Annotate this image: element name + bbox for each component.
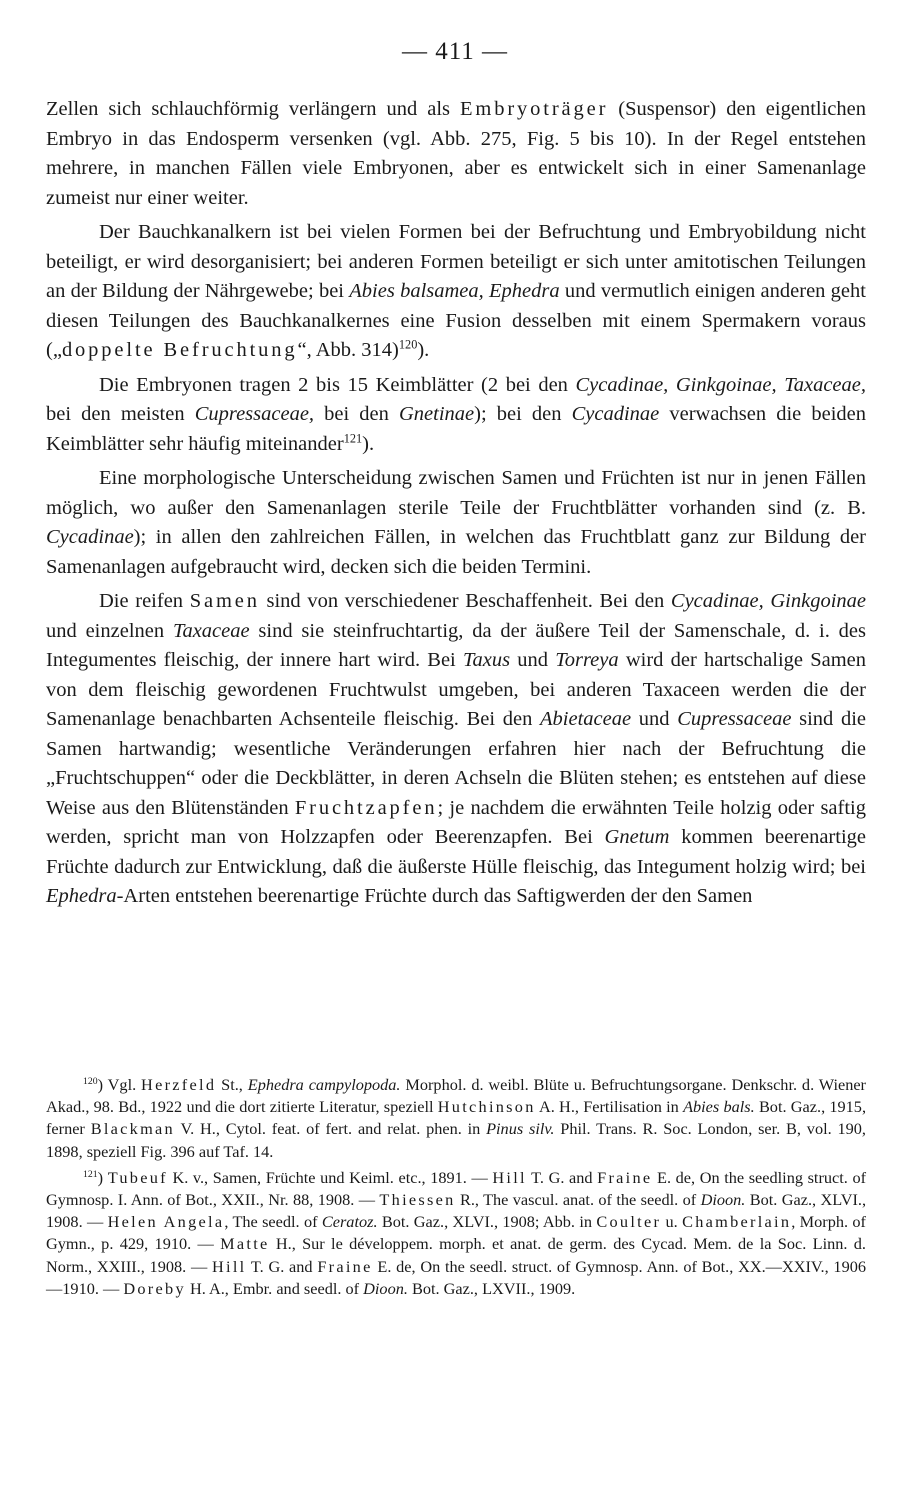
text-run: Bot. Gaz., XLVI., 1908. — [46, 1190, 867, 1232]
main-text [46, 95, 866, 917]
text-run: Der Bauchkanalkern ist bei vielen Formen bei der Befruchtung und Embryobildung nicht beteiligt, er wird desorganisiert; bei anderen Formen beteiligt er sich unter amitotischen Teilungen an der Bildung der Nährgewebe; bei [46, 221, 866, 302]
text-run: ) [97, 1167, 108, 1187]
text-run: ). [417, 339, 430, 361]
text-run: “, Abb. 314) [297, 339, 399, 361]
text-run: T. G. and [246, 1256, 318, 1276]
text-run: H., Sur le développem. morph. et anat. de germ. des Cycad. Mem. de la Soc. Linn. d. Norm., XXIII., 1908. — [46, 1234, 866, 1276]
italic-run: Cycadinae, Ginkgoinae, Taxaceae, [575, 373, 866, 396]
text-run: sind von verschiedener Beschaffenheit. Bei den [259, 590, 671, 612]
text-run: Morphol. d. weibl. Blüte u. Befruchtungsorgane. Denkschr. d. Wiener Akad., 98. Bd., 1922 und die dort zitierte Literatur, speziell [46, 1075, 866, 1117]
italic-run: Abies balsamea, Ephedra [349, 280, 560, 302]
footnote-ref: 120 [83, 1076, 98, 1088]
text-run: E. de, On the seedl. struct. of Gymnosp. Ann. of Bot., XX.—XXIV., 1906—1910. — [46, 1256, 866, 1298]
text-run: und [631, 708, 678, 730]
footnote [46, 1074, 866, 1163]
spaced-run: Herzfeld [141, 1075, 217, 1094]
text-run: T. G. and [526, 1167, 598, 1187]
text-run: Eine morphologische Unterscheidung zwischen Samen und Früchten ist nur in jenen Fällen möglich, wo außer den Samenanlagen sterile Teile der Fruchtblätter vorhanden sind (z. B. [46, 467, 866, 519]
spaced-run: doppelte Befruchtung [61, 339, 298, 361]
text-run: Phil. Trans. R. Soc. London, ser. B, vol. 190, 1898, speziell Fig. 396 auf Taf. 14. [46, 1119, 866, 1161]
spaced-run: Chamberlain [682, 1212, 792, 1232]
italic-run: Cycadinae [571, 403, 660, 425]
spaced-run: Helen Angela [107, 1212, 225, 1232]
text-run: wird der hartschalige Samen von dem fleischig gewordenen Fruchtwulst umgeben, bei anderen Taxaceen werden die der Samenanlage benachbarten Achsenteile fleischig. Bei den [46, 649, 866, 730]
italic-run: Abietaceae [540, 708, 632, 730]
italic-run: Dioon. [363, 1278, 408, 1298]
text-run: (Suspensor) den eigentlichen Embryo in das Endosperm versenken (vgl. Abb. 275, Fig. 5 bis 10). In der Regel entstehen mehrere, in manchen Fällen viele Embryonen, aber es entwickelt sich in einer Samenanlage zumeist nur einer weiter. [46, 98, 866, 209]
italic-run: Taxus [462, 649, 511, 671]
text-run: u. [661, 1212, 683, 1232]
text-run: Bot. Gaz., 1915, ferner [46, 1097, 867, 1139]
italic-run: Abies bals. [683, 1097, 755, 1117]
spaced-run: Fraine [317, 1256, 373, 1276]
text-run: -Arten entstehen beerenartige Früchte durch das Saftigwerden der den Samen [116, 885, 753, 907]
text-run: Bot. Gaz., LXVII., 1909. [407, 1278, 576, 1298]
text-run: V. H., Cytol. feat. of fert. and relat. phen. in [174, 1119, 487, 1139]
text-run: kommen beerenartige Früchte dadurch zur Entwicklung, daß die äußerste Hülle fleischig, das Integument holzig wird; bei [46, 826, 867, 878]
paragraph [46, 95, 866, 213]
footnote-ref: 121 [343, 431, 363, 446]
text-run: Bot. Gaz., XLVI., 1908; Abb. in [377, 1212, 597, 1232]
text-run: sind die Samen hartwandig; wesentliche Veränderungen erfahren hier nach der Befruchtung die „Fruchtschuppen“ oder die Deckblätter, in deren Achseln die Blüten stehen; es entstehen auf diese Weise aus den Blütenständen [46, 708, 867, 819]
spaced-run: Samen [189, 590, 260, 612]
italic-run: Gnetinae [398, 403, 475, 425]
italic-run: Gnetum [604, 826, 670, 848]
text-run: Die Embryonen tragen 2 bis 15 Keimblätter (2 bei den [99, 373, 576, 396]
footnotes [46, 1074, 866, 1304]
text-run: ; je nachdem die erwähnten Teile holzig oder saftig werden, spricht man von Holzzapfen oder Beerenzapfen. Bei [46, 796, 866, 848]
italic-run: Ephedra campylopoda. [247, 1075, 401, 1094]
footnote-ref: 120 [398, 337, 418, 352]
text-run: Zellen sich schlauchförmig verlängern und als [46, 98, 461, 120]
text-run: ). [362, 432, 375, 455]
italic-run: Cupressaceae [677, 708, 792, 730]
spaced-run: Fraine [597, 1167, 653, 1187]
text-run: ); in allen den zahlreichen Fällen, in welchen das Fruchtblatt ganz zur Bildung der Samenanlagen aufgebraucht wird, decken sich die beiden Termini. [46, 526, 866, 578]
italic-run: Dioon. [700, 1190, 746, 1210]
page-number: — 411 — [401, 38, 509, 65]
text-run: und vermutlich einigen anderen geht diesen Teilungen des Bauchkanalkernes eine Fusion desselben mit einem Spermakern voraus („ [46, 280, 866, 361]
spaced-run: Thiessen [379, 1190, 456, 1210]
text-run: ) Vgl. [97, 1075, 142, 1094]
italic-run: Ceratoz. [321, 1212, 378, 1232]
text-run: Die reifen [99, 590, 190, 612]
text-run: und [510, 649, 556, 671]
text-run: H. A., Embr. and seedl. of [185, 1278, 364, 1298]
paragraph [46, 464, 866, 582]
paragraph [46, 218, 866, 366]
text-run: E. de, On the seedling struct. of Gymnosp. I. Ann. of Bot., XXII., Nr. 88, 1908. — [46, 1167, 867, 1210]
italic-run: Pinus silv. [486, 1119, 555, 1139]
spaced-run: Coulter [596, 1212, 662, 1232]
spaced-run: Embryoträger [460, 98, 609, 120]
text-run: ); bei den [474, 403, 572, 425]
text-run: K. v., Samen, Früchte und Keiml. etc., 1891. — [167, 1167, 493, 1187]
text-run: A. H., Fertilisation in [535, 1097, 684, 1117]
spaced-run: Hill [492, 1167, 527, 1187]
italic-run: Cupressaceae, [194, 403, 315, 425]
text-run: R., The vascul. anat. of the seedl. of [455, 1190, 701, 1210]
text-run: und einzelnen [46, 619, 173, 642]
spaced-run: Tubeuf [107, 1167, 168, 1187]
spaced-run: Fruchtzapfen [294, 796, 438, 819]
paragraph [46, 587, 866, 912]
text-run: bei den [314, 403, 399, 425]
italic-run: Taxaceae [172, 619, 250, 642]
paragraph [46, 371, 866, 460]
text-run: , The seedl. of [224, 1212, 322, 1232]
text-run: verwachsen die beiden Keimblätter sehr häufig miteinander [46, 403, 866, 455]
italic-run: Cycadinae, Ginkgoinae [670, 590, 866, 612]
spaced-run: Matte [220, 1234, 270, 1254]
italic-run: Torreya [555, 649, 619, 671]
spaced-run: Hutchinson [437, 1097, 536, 1117]
italic-run: Cycadinae [46, 526, 134, 548]
spaced-run: Doreby [123, 1278, 186, 1298]
spaced-run: Blackman [90, 1119, 175, 1139]
italic-run: Ephedra [46, 885, 117, 907]
text-run: bei den meisten [46, 403, 195, 425]
spaced-run: Hill [211, 1256, 247, 1276]
footnote-ref: 121 [83, 1168, 98, 1180]
footnote [46, 1167, 866, 1300]
text-run: sind sie steinfruchtartig, da der äußere Teil der Samenschale, d. i. des Integumentes fleischig, der innere hart wird. Bei [46, 619, 866, 671]
text-run: , Morph. of Gymn., p. 429, 1910. — [46, 1212, 866, 1254]
text-run: St., [216, 1075, 248, 1094]
